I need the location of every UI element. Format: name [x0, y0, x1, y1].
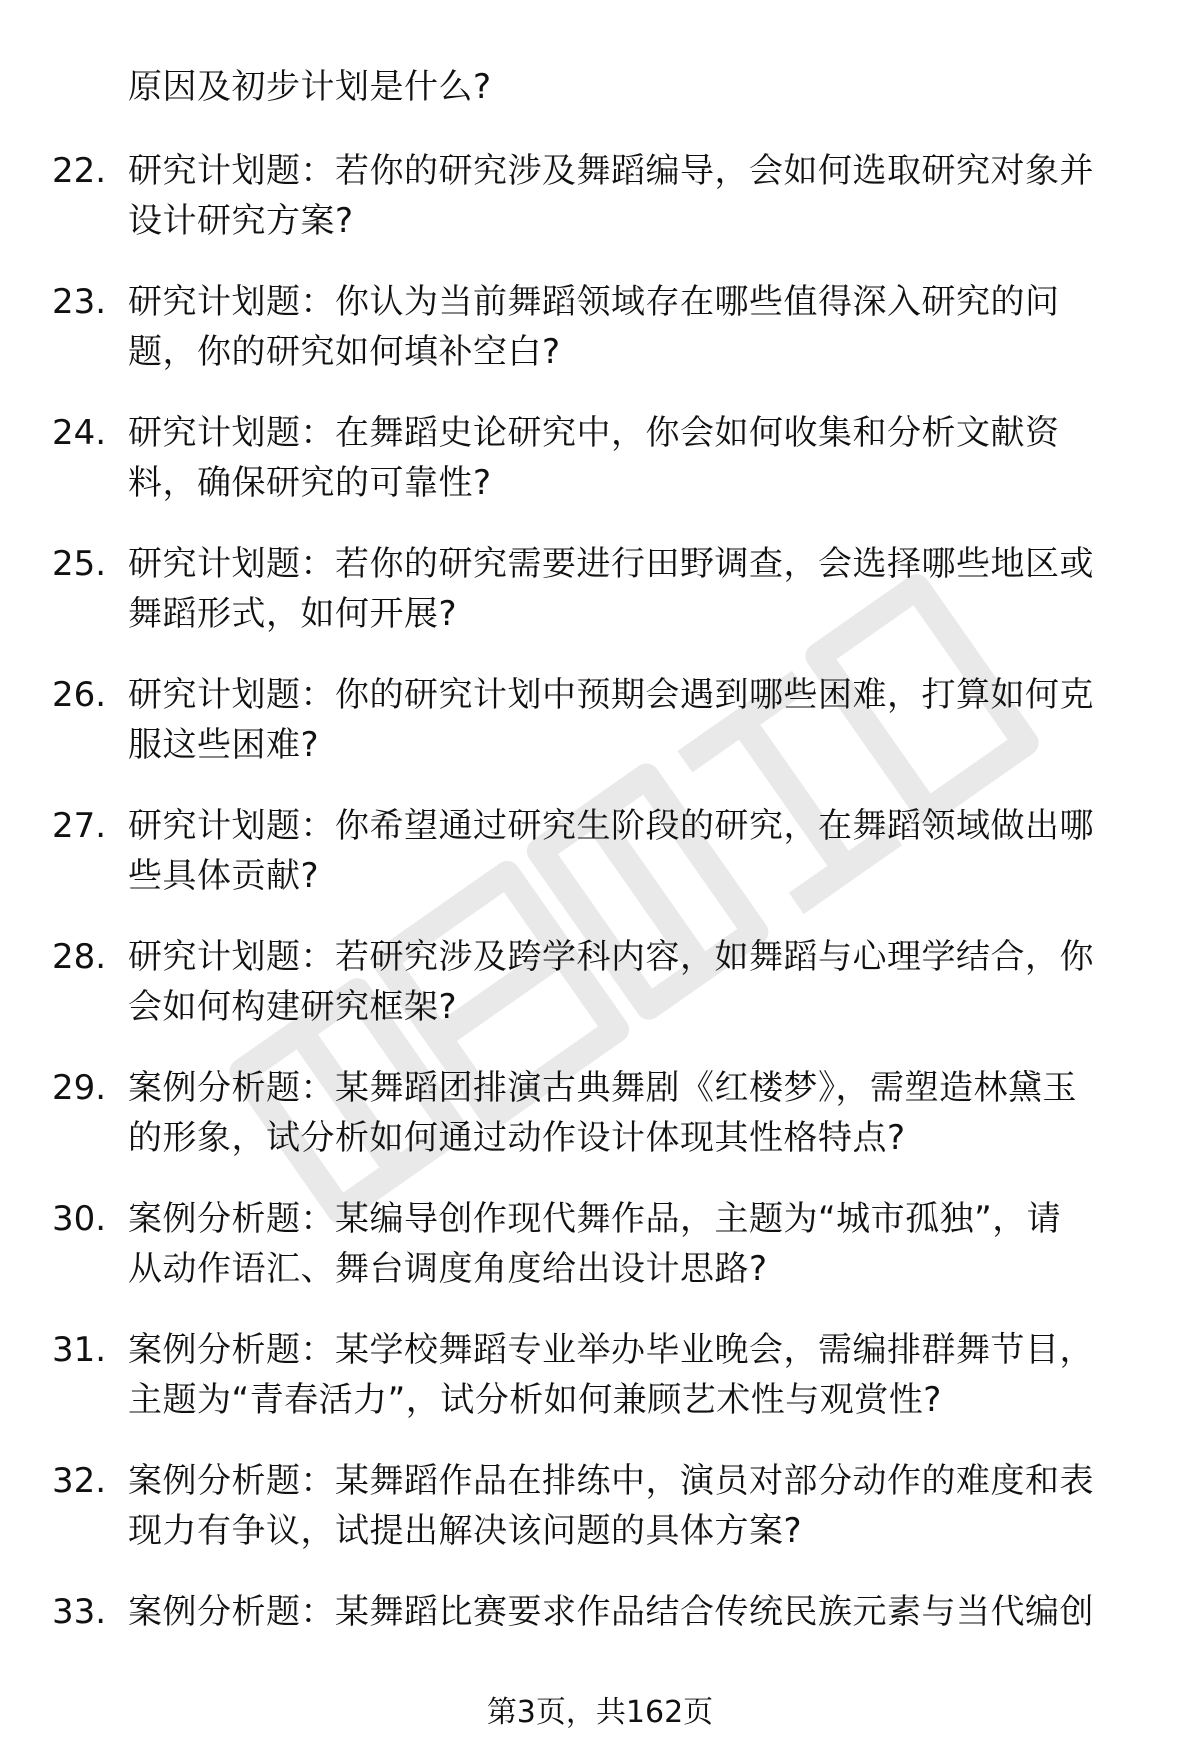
question-number: 30. [52, 1199, 107, 1239]
question-item [0, 277, 1200, 408]
question-text-line: 会如何构建研究框架? [128, 987, 458, 1027]
question-text-line: 服这些困难? [128, 725, 320, 765]
question-text-line: 研究计划题：若你的研究需要进行田野调查，会选择哪些地区或 [128, 544, 1094, 584]
question-text-line: 研究计划题：若研究涉及跨学科内容，如舞蹈与心理学结合，你 [128, 937, 1094, 977]
question-text-line: 案例分析题：某编导创作现代舞作品，主题为“城市孤独”，请 [128, 1199, 1062, 1239]
question-text-line: 些具体贡献? [128, 856, 320, 896]
question-item [0, 932, 1200, 1063]
question-item [0, 408, 1200, 539]
question-text-line: 舞蹈形式，如何开展? [128, 594, 458, 634]
question-number: 29. [52, 1068, 107, 1108]
page-footer: 第3页，共162页 [486, 1695, 714, 1730]
question-number: 26. [52, 675, 107, 715]
question-item [0, 1325, 1200, 1456]
question-text-line: 研究计划题：若你的研究涉及舞蹈编导，会如何选取研究对象并 [128, 151, 1094, 191]
question-item [0, 539, 1200, 670]
question-text-line: 设计研究方案? [128, 201, 354, 241]
question-number: 24. [52, 413, 107, 453]
question-number: 32. [52, 1461, 107, 1501]
question-text-line: 的形象，试分析如何通过动作设计体现其性格特点? [128, 1118, 906, 1158]
question-text-line: 现力有争议，试提出解决该问题的具体方案? [128, 1511, 803, 1551]
question-text-line: 题，你的研究如何填补空白? [128, 332, 561, 372]
question-item [0, 801, 1200, 932]
question-number: 28. [52, 937, 107, 977]
question-item [0, 146, 1200, 277]
question-number: 31. [52, 1330, 107, 1370]
question-text-line: 案例分析题：某舞蹈比赛要求作品结合传统民族元素与当代编创 [128, 1592, 1094, 1632]
continued-line: 原因及初步计划是什么? [128, 67, 492, 107]
question-text-line: 案例分析题：某舞蹈团排演古典舞剧《红楼梦》，需塑造林黛玉 [128, 1068, 1077, 1108]
question-item [0, 670, 1200, 801]
question-text-line: 研究计划题：你认为当前舞蹈领域存在哪些值得深入研究的问 [128, 282, 1060, 322]
question-item [0, 1456, 1200, 1587]
question-text-line: 案例分析题：某学校舞蹈专业举办毕业晚会，需编排群舞节目， [128, 1330, 1094, 1370]
question-text-line: 研究计划题：在舞蹈史论研究中，你会如何收集和分析文献资 [128, 413, 1060, 453]
question-text-line: 研究计划题：你的研究计划中预期会遇到哪些困难，打算如何克 [128, 675, 1094, 715]
question-text-line: 主题为“青春活力”，试分析如何兼顾艺术性与观赏性? [128, 1380, 942, 1420]
question-text-line: 料，确保研究的可靠性? [128, 463, 492, 503]
question-item [0, 1063, 1200, 1194]
question-text-line: 案例分析题：某舞蹈作品在排练中，演员对部分动作的难度和表 [128, 1461, 1094, 1501]
question-number: 25. [52, 544, 107, 584]
question-number: 23. [52, 282, 107, 322]
question-number: 22. [52, 151, 107, 191]
question-item [0, 1194, 1200, 1325]
question-number: 33. [52, 1592, 107, 1632]
question-list [0, 146, 1200, 1718]
question-text-line: 从动作语汇、舞台调度角度给出设计思路? [128, 1249, 768, 1289]
question-text-line: 研究计划题：你希望通过研究生阶段的研究，在舞蹈领域做出哪 [128, 806, 1094, 846]
question-number: 27. [52, 806, 107, 846]
